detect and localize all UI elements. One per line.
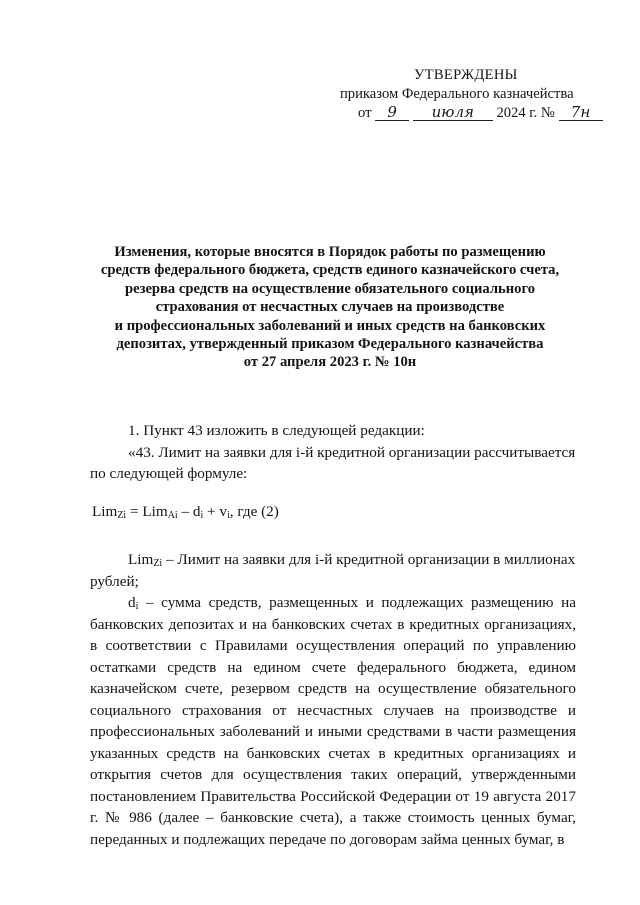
title-line: страхования от несчастных случаев на производстве [155,299,505,316]
title-line: Изменения, которые вносятся в Порядок работы по размещению [114,244,546,260]
definition-d: $d_i$ – сумма средств, размещенных и подлежащих размещению на банковских депозитах и на банковских счетах в кредитных организациях, в соответствии с Правилами осуществления операций по управлению остатками средств на едином счете федерального бюджета, едином казначейском счете, резервом средств на осуществление обязательного социального страхования от несчастных случаев на производстве и профессиональных заболеваний и иными средствами в части размещения указанных средств на банковских счетах в кредитных организациях и открытия счетов для осуществления таких операций, утвержденными постановлением Правительства Российской Федерации от 19 августа 2017 г. № 986 (далее – банковские счета), а также стоимость ценных бумаг, переданных и подлежащих передаче по договорам займа ценных бумаг, в [90,594,576,848]
title-line: депозитах, утвержденный приказом Федерального казначейства [116,336,544,353]
paragraph-43-start: «43. Лимит на заявки для i-й кредитной организации рассчитывается [128,443,576,461]
title-line: и профессиональных заболеваний и иных средств на банковских [114,317,546,334]
approval-date-line [340,104,600,123]
approval-issuer: приказом Федерального казначейства [340,86,574,102]
handwritten-day: 9 [375,104,409,121]
definition-lim: Lim$_{Zi}$ – Лимит на заявки для i-й кредитной организации в миллионах рублей; [90,551,576,590]
approval-date-prefix: от [358,105,372,121]
title-line: средств федерального бюджета, средств единого казначейского счета, [100,262,560,279]
item-1: 1. Пункт 43 изложить в следующей редакции: [128,422,425,439]
document-body [90,420,576,850]
title-line: резерва средств на осуществление обязательного социального [124,280,536,297]
approval-block [340,66,600,123]
handwritten-month: июля [413,104,493,121]
approval-year-number-label: 2024 г. № [496,105,555,121]
approval-heading: УТВЕРЖДЕНЫ [414,67,518,83]
document-title [96,243,564,372]
paragraph-43-end: по следующей формуле: [90,465,248,482]
handwritten-order-number: 7н [559,104,603,121]
title-line: от 27 апреля 2023 г. № 10н [243,354,417,371]
formula: $Lim_{Zi} = Lim_{Ai} - d_i + v_i$, где (2) [92,502,279,521]
